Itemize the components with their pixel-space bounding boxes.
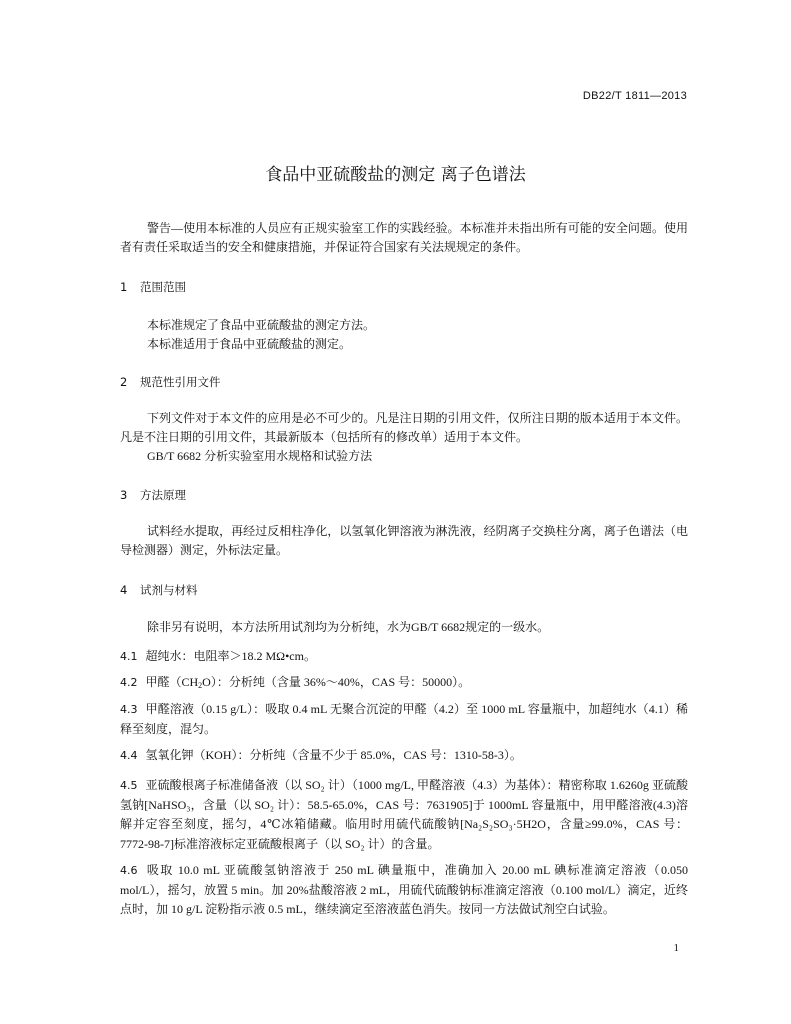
clause-4-2 [120, 673, 688, 693]
section-number: 3 [120, 488, 128, 502]
section-4-paragraph-1: 除非另有说明，本方法所用试剂均为分析纯，水为GB/T 6682规定的一级水。 [147, 620, 550, 634]
clause-4-4 [120, 746, 688, 766]
clause-number: 4.4 [120, 749, 138, 762]
clause-4-5 [120, 776, 688, 854]
clause-number: 4.2 [120, 676, 138, 689]
section-1-paragraph-2: 本标准适用于食品中亚硫酸盐的测定。 [147, 337, 352, 351]
clause-text-b: O）：分析纯（含量 36%～40%，CAS 号：50000）。 [202, 675, 471, 689]
clause-4-3 [120, 700, 688, 739]
section-title: 方法原理 [140, 488, 186, 502]
page-number: 1 [673, 942, 679, 954]
clause-text-a: 甲醛（CH [145, 675, 199, 689]
clause-text: 氢氧化钾（KOH）：分析纯（含量不少于 85.0%，CAS 号：1310-58-3）。 [145, 748, 522, 762]
clause-number: 4.6 [120, 864, 138, 877]
clause-text: 亚硫酸根离子标准储备液（以 SO₂ 计）（1000 mg/L, 甲醛溶液（4.3）为基体）：精密称取 1.6260g 亚硫酸氢钠[NaHSO₃，含量（以 SO₂ 计）：58.5-65.0%，CAS 号：7631905]于 1000mL 容量瓶中，用甲醛溶液(4.3)溶解并定容至刻度，摇匀，4℃冰箱储藏。临用时用硫代硫酸钠[Na₂S₂SO₃·5H2O，含量≥99.0%，CAS 号：7772-98-7]标准溶液标定亚硫酸根离子（以 SO₂ 计）的含量。 [120, 778, 688, 851]
clause-4-6 [120, 861, 688, 920]
section-2-heading [120, 374, 221, 390]
section-1-heading [120, 279, 186, 295]
standard-code: DB22/T 1811—2013 [582, 90, 687, 102]
clause-number: 4.1 [120, 650, 138, 663]
section-4-heading [120, 582, 198, 598]
section-3-paragraph-1: 试料经水提取，再经过反相柱净化，以氢氧化钾溶液为淋洗液，经阴离子交换柱分离，离子色谱法（电导检测器）测定，外标法定量。 [120, 524, 688, 557]
section-title: 规范性引用文件 [140, 375, 221, 389]
section-1-paragraph-1: 本标准规定了食品中亚硫酸盐的测定方法。 [147, 318, 376, 332]
clause-4-1 [120, 647, 688, 667]
section-number: 1 [120, 280, 128, 294]
clause-text: 甲醛溶液（0.15 g/L）：吸取 0.4 mL 无聚合沉淀的甲醛（4.2）至 1000 mL 容量瓶中，加超纯水（4.1）稀释至刻度，混匀。 [120, 702, 688, 736]
clause-subscript: 2 [198, 681, 203, 690]
section-3-heading [120, 487, 186, 503]
section-title: 试剂与材料 [140, 583, 198, 597]
section-number: 4 [120, 583, 128, 597]
section-number: 2 [120, 375, 128, 389]
section-2-paragraph-1: 下列文件对于本文件的应用是必不可少的。凡是注日期的引用文件，仅所注日期的版本适用于本文件。凡是不注日期的引用文件，其最新版本（包括所有的修改单）适用于本文件。 [120, 411, 688, 444]
document-title: 食品中亚硫酸盐的测定 离子色谱法 [265, 165, 526, 185]
clause-text: 超纯水：电阻率＞18.2 MΩ•cm。 [145, 649, 316, 663]
section-title: 范围范围 [140, 280, 186, 294]
clause-number: 4.3 [120, 703, 138, 716]
clause-number: 4.5 [120, 779, 138, 792]
warning-paragraph: 警告—使用本标准的人员应有正规实验室工作的实践经验。本标准并未指出所有可能的安全问题。使用者有责任采取适当的安全和健康措施，并保证符合国家有关法规规定的条件。 [120, 221, 688, 254]
clause-text: 吸取 10.0 mL 亚硫酸氢钠溶液于 250 mL 碘量瓶中，准确加入 20.00 mL 碘标准滴定溶液（0.050 mol/L），摇匀，放置 5 min。加 20%盐酸溶液 2 mL，用硫代硫酸钠标准滴定溶液（0.100 mol/L）滴定，近终点时，加 10 g/L 淀粉指示液 0.5 mL，继续滴定至溶液蓝色消失。按同一方法做试剂空白试验。 [120, 863, 688, 916]
section-2-paragraph-2: GB/T 6682 分析实验室用水规格和试验方法 [147, 449, 373, 463]
